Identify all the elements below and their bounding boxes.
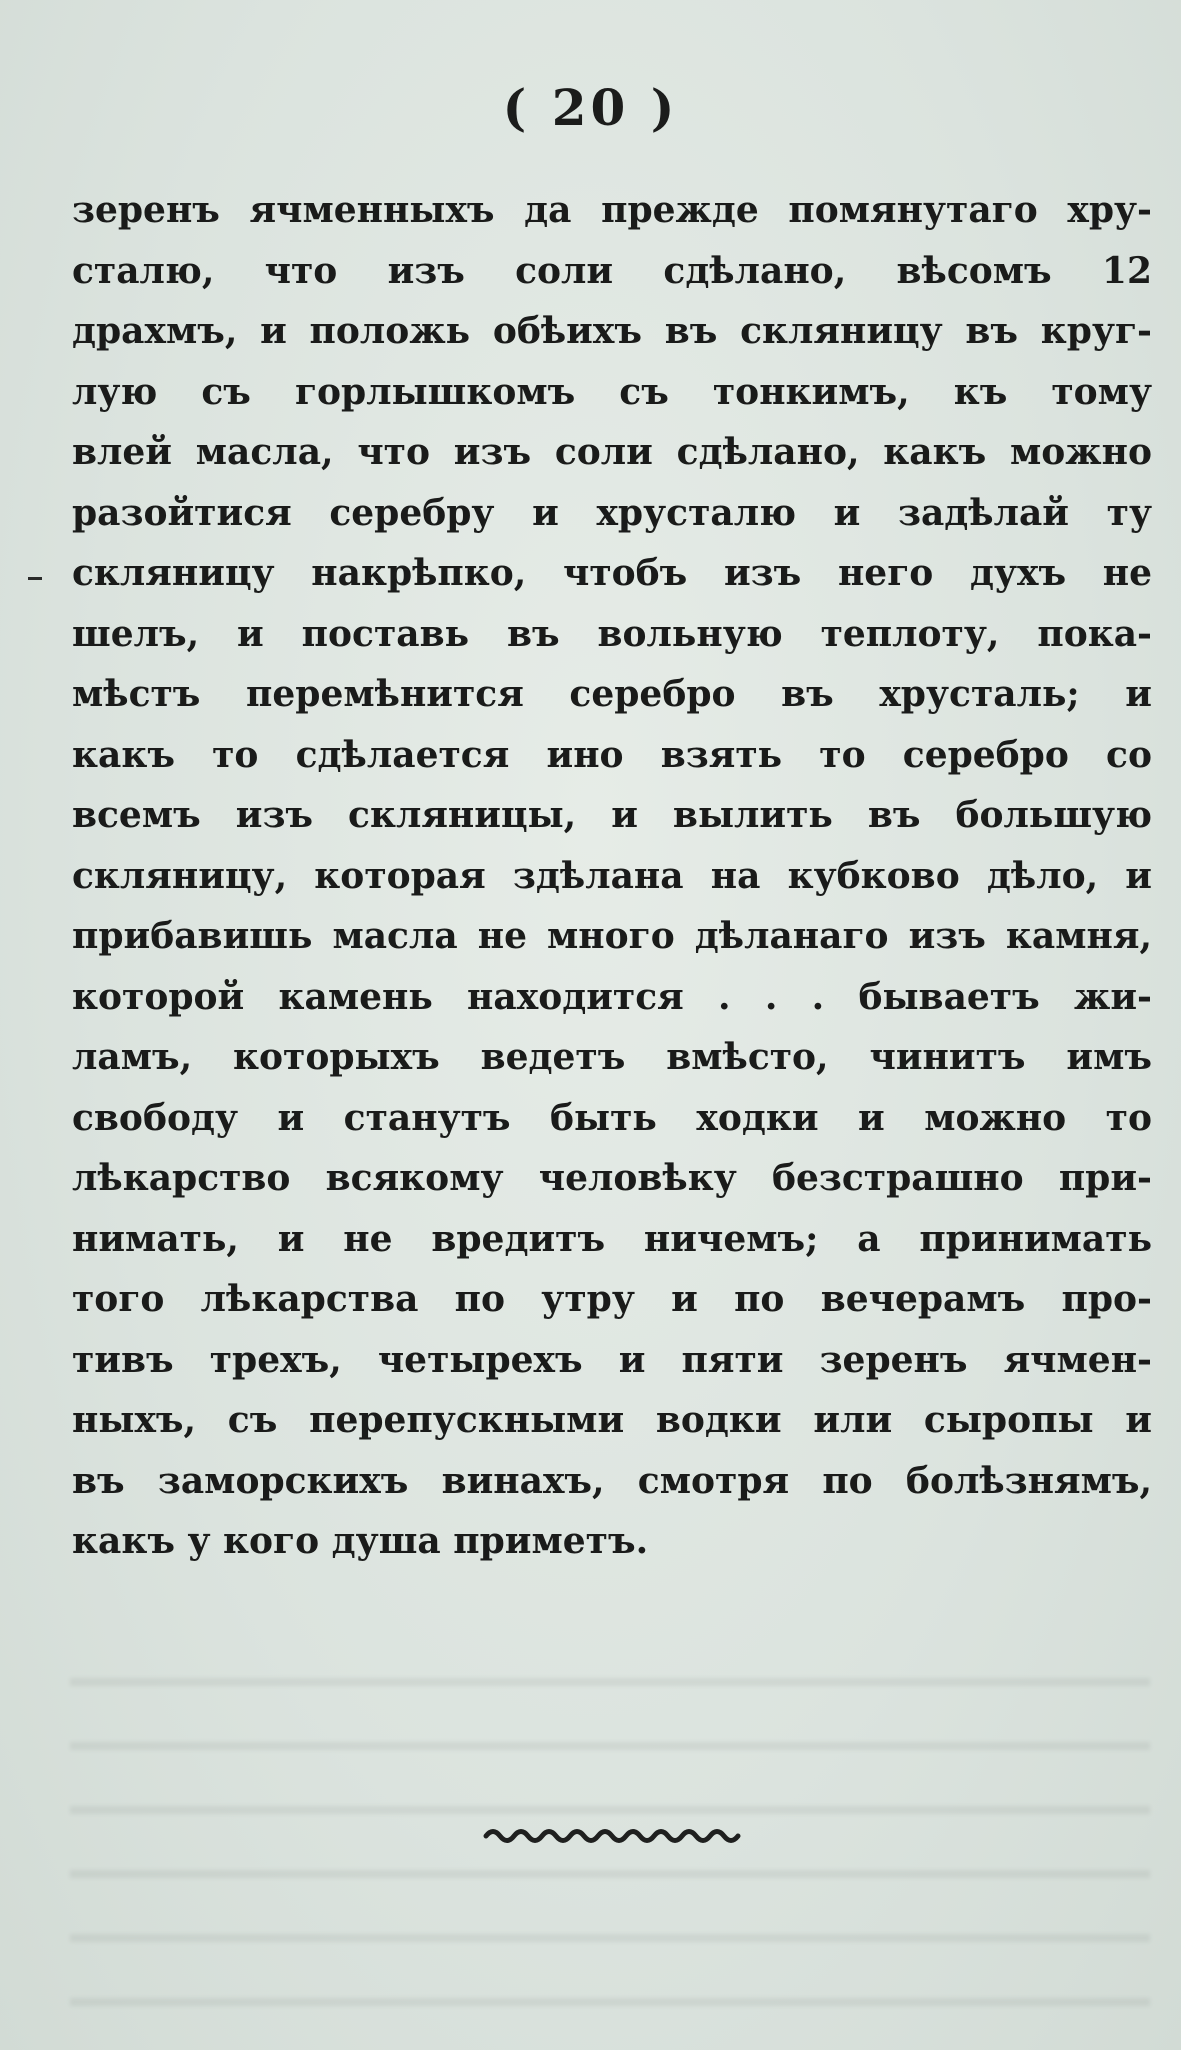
page-number: ( 20 ) <box>502 78 679 137</box>
text-line: которой камень находится . . . бываетъ жи- <box>72 975 1152 1018</box>
text-line: прибавишь масла не много дѣланаго изъ камня, <box>72 915 1152 957</box>
text-line: скляницу накрѣпко, чтобъ изъ него духъ не <box>72 552 1152 594</box>
text-line: какъ у кого душа приметъ. <box>72 1520 649 1562</box>
text-line: лѣкарство всякому человѣку безстрашно при- <box>72 1157 1152 1199</box>
text-line: нимать, и не вредитъ ничемъ; а принимать <box>72 1217 1152 1260</box>
body-text <box>72 180 1152 1572</box>
text-line: драхмъ, и положь обѣихъ въ скляницу въ круг- <box>72 310 1152 352</box>
text-line: ныхъ, съ перепускными водки или сыропы и <box>72 1399 1152 1441</box>
text-line: скляницу, которая здѣлана на кубково дѣло, и <box>72 854 1152 897</box>
text-line: мѣстъ перемѣнится серебро въ хрусталь; и <box>72 673 1152 715</box>
text-line: свободу и станутъ быть ходки и можно то <box>72 1096 1152 1139</box>
text-line: сталю, что изъ соли сдѣлано, вѣсомъ 12 <box>72 249 1152 292</box>
text-line: зеренъ ячменныхъ да прежде помянутаго хру- <box>72 189 1152 231</box>
margin-mark <box>28 577 42 580</box>
text-line: какъ то сдѣлается ино взять то серебро со <box>72 733 1152 776</box>
text-line: тивъ трехъ, четырехъ и пяти зеренъ ячмен- <box>72 1338 1152 1381</box>
text-line: того лѣкарства по утру и по вечерамъ про- <box>72 1278 1152 1320</box>
ornament-divider <box>482 1825 742 1847</box>
text-line: лую съ горлышкомъ съ тонкимъ, къ тому <box>72 370 1152 413</box>
text-line: въ заморскихъ винахъ, смотря по болѣзнямъ, <box>72 1459 1152 1502</box>
text-line: шелъ, и поставь въ вольную теплоту, пока- <box>72 612 1152 655</box>
text-line: влей масла, что изъ соли сдѣлано, какъ можно <box>72 431 1152 473</box>
text-line: разойтися серебру и хрусталю и задѣлай ту <box>72 491 1152 534</box>
text-line: всемъ изъ скляницы, и вылить въ большую <box>72 794 1152 836</box>
text-line: ламъ, которыхъ ведетъ вмѣсто, чинитъ имъ <box>72 1036 1152 1078</box>
